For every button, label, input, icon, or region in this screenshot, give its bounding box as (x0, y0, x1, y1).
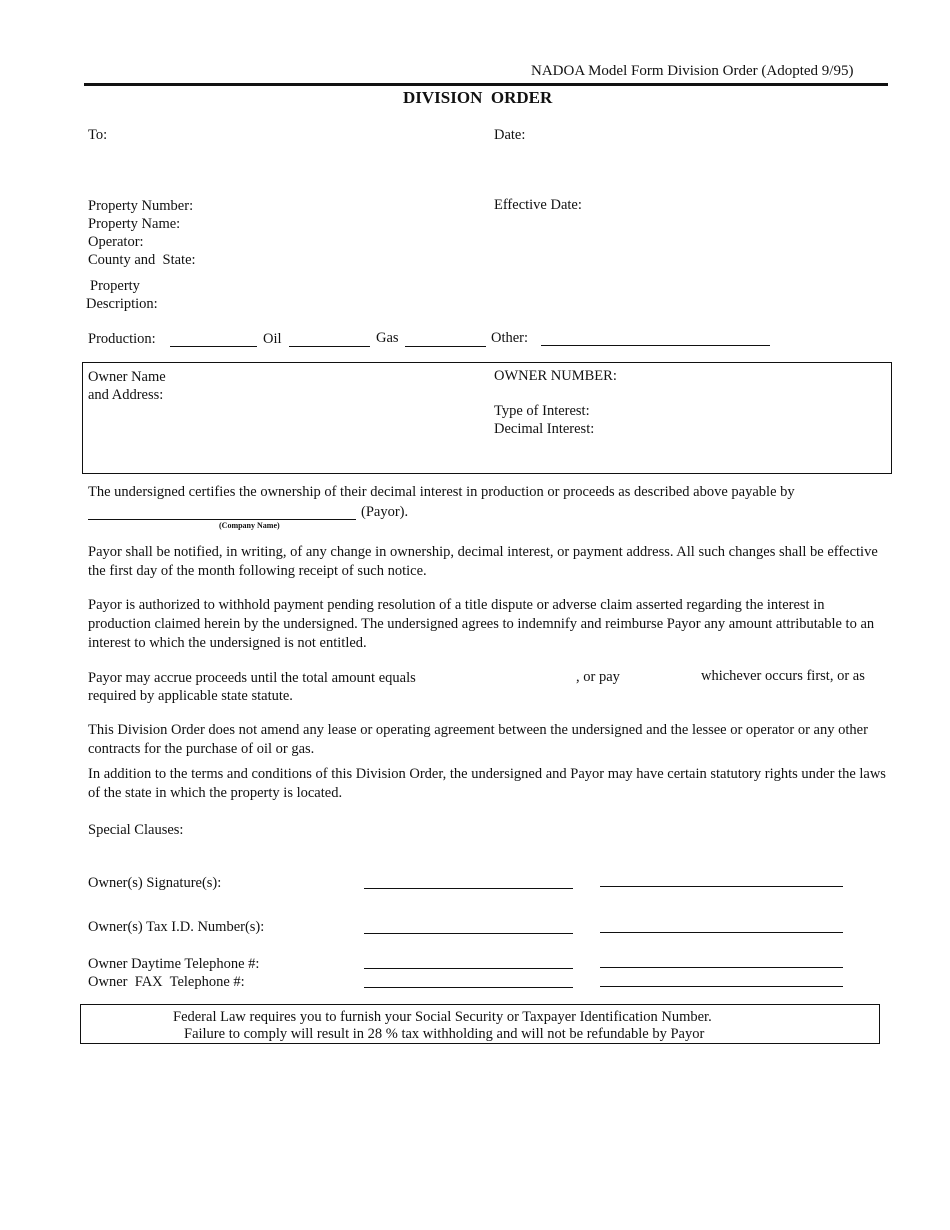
daytime-phone-label: Owner Daytime Telephone #: (88, 956, 260, 972)
tax-id-label: Owner(s) Tax I.D. Number(s): (88, 919, 265, 935)
type-of-interest-label: Type of Interest: (494, 403, 590, 419)
production-line[interactable] (170, 346, 257, 347)
company-name-line[interactable] (88, 519, 356, 520)
statutory-paragraph: In addition to the terms and conditions of this Division Order, the undersigned and Payor may have certain statutory rights under the laws of the state in which the property is located. (88, 766, 886, 801)
accrue-text-a: Payor may accrue proceeds until the total amount equals (88, 670, 416, 686)
withhold-paragraph: Payor is authorized to withhold payment pending resolution of a title dispute or adverse claim asserted regarding the interest in production claimed herein by the undersigned. The undersigned agrees to indemnify and reimburse Payor any amount attributable to an interest to which the undersigned is not entitled. (88, 597, 875, 651)
property-description-label-1: Property (90, 278, 140, 294)
fax-phone-line-1[interactable] (364, 987, 573, 988)
owner-signature-line-1[interactable] (364, 888, 573, 889)
accrue-text-d: required by applicable state statute. (88, 688, 293, 704)
gas-label: Gas (376, 330, 399, 346)
other-label: Other: (491, 330, 529, 346)
property-name-label: Property Name: (88, 216, 181, 232)
company-name-caption: (Company Name) (219, 521, 280, 530)
owner-signature-label: Owner(s) Signature(s): (88, 875, 222, 891)
tax-id-line-1[interactable] (364, 933, 573, 934)
fax-phone-line-2[interactable] (600, 986, 843, 987)
tax-notice-line-1: Federal Law requires you to furnish your Social Security or Taxpayer Identification Number. (173, 1009, 712, 1025)
owner-name-label: Owner Name (88, 369, 166, 385)
notify-paragraph: Payor shall be notified, in writing, of any change in ownership, decimal interest, or payment address. All such changes shall be effective the first day of the month following receipt of such notice. (88, 544, 878, 579)
decimal-interest-label: Decimal Interest: (494, 421, 595, 437)
daytime-phone-line-1[interactable] (364, 968, 573, 969)
accrue-text-c: whichever occurs first, or as (701, 668, 865, 684)
owner-box (82, 362, 892, 474)
date-label: Date: (494, 127, 526, 143)
amend-paragraph: This Division Order does not amend any lease or operating agreement between the undersigned and the lessee or operator or any other contracts for the purchase of oil or gas. (88, 722, 868, 757)
page-title: DIVISION ORDER (403, 88, 553, 107)
operator-label: Operator: (88, 234, 144, 250)
other-line[interactable] (541, 345, 770, 346)
form-title: NADOA Model Form Division Order (Adopted 9/95) (531, 63, 854, 79)
to-label: To: (88, 127, 108, 143)
tax-id-line-2[interactable] (600, 932, 843, 933)
header-rule (84, 83, 888, 86)
fax-phone-label: Owner FAX Telephone #: (88, 974, 245, 990)
owner-signature-line-2[interactable] (600, 886, 843, 887)
oil-line[interactable] (289, 346, 370, 347)
payor-suffix: (Payor). (361, 504, 409, 520)
special-clauses-label: Special Clauses: (88, 822, 184, 838)
gas-line[interactable] (405, 346, 486, 347)
accrue-text-b: , or pay (576, 669, 620, 685)
daytime-phone-line-2[interactable] (600, 967, 843, 968)
effective-date-label: Effective Date: (494, 197, 582, 213)
tax-notice-line-2: Failure to comply will result in 28 % tax withholding and will not be refundable by Payor (184, 1026, 705, 1042)
oil-label: Oil (263, 331, 282, 347)
property-number-label: Property Number: (88, 198, 194, 214)
production-label: Production: (88, 331, 156, 347)
certify-line: The undersigned certifies the ownership of their decimal interest in production or proceeds as described above payable by (88, 484, 795, 500)
owner-number-label: OWNER NUMBER: (494, 368, 617, 384)
owner-address-label: and Address: (88, 387, 164, 403)
property-description-label-2: Description: (86, 296, 158, 312)
county-state-label: County and State: (88, 252, 196, 268)
